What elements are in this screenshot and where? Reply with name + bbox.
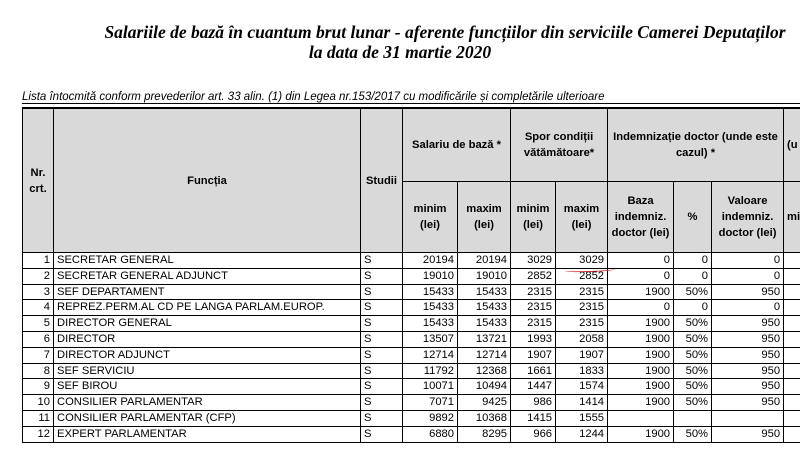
cell-spor-max: 1574 bbox=[556, 379, 608, 395]
cell-salariu-max: 19010 bbox=[458, 268, 511, 284]
cell-extra bbox=[784, 395, 800, 411]
cell-salariu-min: 20194 bbox=[403, 253, 458, 269]
cell-baza: 1900 bbox=[608, 284, 674, 300]
col-spor-min: minim (lei) bbox=[511, 182, 556, 253]
cell-procent: 0 bbox=[674, 253, 712, 269]
cell-baza bbox=[608, 410, 674, 426]
cell-salariu-max: 12714 bbox=[458, 347, 511, 363]
cell-spor-min: 1661 bbox=[511, 363, 556, 379]
cell-studii: S bbox=[361, 363, 403, 379]
cell-valoare: 0 bbox=[712, 253, 784, 269]
cell-spor-min: 1993 bbox=[511, 331, 556, 347]
cell-valoare: 950 bbox=[712, 395, 784, 411]
cell-functia: CONSILIER PARLAMENTAR bbox=[54, 395, 361, 411]
cell-studii: S bbox=[361, 395, 403, 411]
cell-baza: 1900 bbox=[608, 331, 674, 347]
cell-spor-min: 3029 bbox=[511, 253, 556, 269]
cell-studii: S bbox=[361, 379, 403, 395]
cell-studii: S bbox=[361, 331, 403, 347]
col-baza: Baza indemniz. doctor (lei) bbox=[608, 182, 674, 253]
cell-extra bbox=[784, 268, 800, 284]
cell-studii: S bbox=[361, 284, 403, 300]
cell-valoare: 950 bbox=[712, 331, 784, 347]
table-row bbox=[23, 300, 800, 316]
cell-studii: S bbox=[361, 410, 403, 426]
cell-spor-max: 1555 bbox=[556, 410, 608, 426]
cell-procent: 0 bbox=[674, 268, 712, 284]
cell-spor-max: 2315 bbox=[556, 316, 608, 332]
cell-valoare: 950 bbox=[712, 363, 784, 379]
cell-spor-max: 2058 bbox=[556, 331, 608, 347]
cell-procent: 50% bbox=[674, 426, 712, 442]
cell-spor-max: 1414 bbox=[556, 395, 608, 411]
cell-studii: S bbox=[361, 300, 403, 316]
cell-salariu-max: 10368 bbox=[458, 410, 511, 426]
cell-salariu-max: 15433 bbox=[458, 284, 511, 300]
cell-salariu-max: 10494 bbox=[458, 379, 511, 395]
table-row bbox=[23, 379, 800, 395]
table-row bbox=[23, 363, 800, 379]
cell-functia: SECRETAR GENERAL bbox=[54, 253, 361, 269]
cell-nr: 10 bbox=[23, 395, 54, 411]
cell-spor-min: 1415 bbox=[511, 410, 556, 426]
table-row bbox=[23, 410, 800, 426]
cell-salariu-min: 11792 bbox=[403, 363, 458, 379]
col-extra-min: mi bbox=[784, 182, 800, 253]
cell-salariu-min: 15433 bbox=[403, 284, 458, 300]
cell-salariu-min: 15433 bbox=[403, 316, 458, 332]
cell-extra bbox=[784, 363, 800, 379]
cell-functia: DIRECTOR ADJUNCT bbox=[54, 347, 361, 363]
cell-nr: 8 bbox=[23, 363, 54, 379]
cell-extra bbox=[784, 284, 800, 300]
cell-baza: 1900 bbox=[608, 316, 674, 332]
cell-salariu-max: 13721 bbox=[458, 331, 511, 347]
cell-nr: 6 bbox=[23, 331, 54, 347]
col-nr-header: Nr. crt. bbox=[23, 109, 54, 253]
cell-functia: SEF SERVICIU bbox=[54, 363, 361, 379]
cell-salariu-min: 10071 bbox=[403, 379, 458, 395]
cell-nr: 9 bbox=[23, 379, 54, 395]
cell-baza: 1900 bbox=[608, 395, 674, 411]
cell-nr: 12 bbox=[23, 426, 54, 442]
col-indemnizatie-group: Indemnizație doctor (unde este cazul) * bbox=[608, 109, 784, 182]
cell-spor-max: 1907 bbox=[556, 347, 608, 363]
cell-spor-min: 2315 bbox=[511, 284, 556, 300]
cell-spor-min: 1447 bbox=[511, 379, 556, 395]
cell-spor-min: 1907 bbox=[511, 347, 556, 363]
cell-functia: SECRETAR GENERAL ADJUNCT bbox=[54, 268, 361, 284]
cell-procent: 50% bbox=[674, 395, 712, 411]
col-studii-header: Studii bbox=[361, 109, 403, 253]
cell-salariu-min: 6880 bbox=[403, 426, 458, 442]
cell-functia: SEF DEPARTAMENT bbox=[54, 284, 361, 300]
cell-salariu-min: 13507 bbox=[403, 331, 458, 347]
cell-nr: 5 bbox=[23, 316, 54, 332]
cell-functia: EXPERT PARLAMENTAR bbox=[54, 426, 361, 442]
cell-salariu-min: 15433 bbox=[403, 300, 458, 316]
salary-table bbox=[22, 108, 800, 443]
col-procent: % bbox=[674, 182, 712, 253]
divider-top bbox=[22, 103, 800, 104]
cell-functia: DIRECTOR GENERAL bbox=[54, 316, 361, 332]
cell-baza: 1900 bbox=[608, 347, 674, 363]
cell-spor-min: 2852 bbox=[511, 268, 556, 284]
cell-procent: 50% bbox=[674, 347, 712, 363]
cell-studii: S bbox=[361, 316, 403, 332]
cell-functia: CONSILIER PARLAMENTAR (CFP) bbox=[54, 410, 361, 426]
cell-extra bbox=[784, 300, 800, 316]
col-salariu-group: Salariu de bază * bbox=[403, 109, 511, 182]
cell-nr: 7 bbox=[23, 347, 54, 363]
col-extra-group: (u bbox=[784, 109, 800, 182]
cell-procent: 50% bbox=[674, 316, 712, 332]
cell-procent: 50% bbox=[674, 331, 712, 347]
cell-spor-min: 986 bbox=[511, 395, 556, 411]
cell-studii: S bbox=[361, 268, 403, 284]
table-row bbox=[23, 284, 800, 300]
col-sal-max: maxim (lei) bbox=[458, 182, 511, 253]
table-row bbox=[23, 395, 800, 411]
cell-salariu-max: 12368 bbox=[458, 363, 511, 379]
cell-extra bbox=[784, 347, 800, 363]
cell-extra bbox=[784, 253, 800, 269]
cell-spor-max: 2315 bbox=[556, 300, 608, 316]
cell-salariu-min: 9892 bbox=[403, 410, 458, 426]
cell-nr: 3 bbox=[23, 284, 54, 300]
col-functia-header: Funcția bbox=[54, 109, 361, 253]
cell-spor-min: 2315 bbox=[511, 316, 556, 332]
cell-extra bbox=[784, 410, 800, 426]
cell-valoare: 950 bbox=[712, 284, 784, 300]
cell-procent: 0 bbox=[674, 300, 712, 316]
cell-spor-max: 2315 bbox=[556, 284, 608, 300]
cell-valoare: 950 bbox=[712, 316, 784, 332]
cell-studii: S bbox=[361, 253, 403, 269]
cell-salariu-max: 9425 bbox=[458, 395, 511, 411]
cell-baza: 0 bbox=[608, 268, 674, 284]
cell-procent bbox=[674, 410, 712, 426]
cell-procent: 50% bbox=[674, 363, 712, 379]
cell-nr: 2 bbox=[23, 268, 54, 284]
cell-nr: 1 bbox=[23, 253, 54, 269]
table-row bbox=[23, 347, 800, 363]
col-valoare: Valoare indemniz. doctor (lei) bbox=[712, 182, 784, 253]
cell-valoare: 950 bbox=[712, 379, 784, 395]
cell-procent: 50% bbox=[674, 284, 712, 300]
cell-spor-max: 3029 bbox=[556, 253, 608, 269]
cell-studii: S bbox=[361, 347, 403, 363]
cell-studii: S bbox=[361, 426, 403, 442]
cell-extra bbox=[784, 316, 800, 332]
cell-baza: 1900 bbox=[608, 379, 674, 395]
cell-valoare: 950 bbox=[712, 426, 784, 442]
cell-salariu-min: 12714 bbox=[403, 347, 458, 363]
cell-spor-min: 2315 bbox=[511, 300, 556, 316]
col-sal-min: minim (lei) bbox=[403, 182, 458, 253]
table-row bbox=[23, 253, 800, 269]
cell-salariu-max: 20194 bbox=[458, 253, 511, 269]
cell-procent: 50% bbox=[674, 379, 712, 395]
cell-extra bbox=[784, 379, 800, 395]
cell-functia: DIRECTOR bbox=[54, 331, 361, 347]
cell-functia: SEF BIROU bbox=[54, 379, 361, 395]
cell-valoare: 0 bbox=[712, 268, 784, 284]
cell-spor-max: 1244 bbox=[556, 426, 608, 442]
document-title: Salariile de bază în cuantum brut lunar - aferente funcțiilor din serviciile Camerei Deputaților bbox=[104, 22, 786, 42]
cell-salariu-max: 15433 bbox=[458, 316, 511, 332]
col-spor-max: maxim (lei) bbox=[556, 182, 608, 253]
table-row bbox=[23, 268, 800, 284]
cell-baza: 1900 bbox=[608, 426, 674, 442]
table-row bbox=[23, 426, 800, 442]
cell-valoare: 0 bbox=[712, 300, 784, 316]
cell-extra bbox=[784, 331, 800, 347]
table-row bbox=[23, 331, 800, 347]
cell-salariu-max: 15433 bbox=[458, 300, 511, 316]
cell-nr: 4 bbox=[23, 300, 54, 316]
document-date: la data de 31 martie 2020 bbox=[308, 42, 492, 62]
cell-spor-max: 2852 bbox=[556, 268, 608, 284]
table-row bbox=[23, 316, 800, 332]
cell-functia: REPREZ.PERM.AL CD PE LANGA PARLAM.EUROP. bbox=[54, 300, 361, 316]
cell-valoare bbox=[712, 410, 784, 426]
cell-salariu-max: 8295 bbox=[458, 426, 511, 442]
legal-note: Lista întocmită conform prevederilor art. 33 alin. (1) din Legea nr.153/2017 cu modificările și completările ulterioare bbox=[22, 91, 605, 103]
cell-baza: 0 bbox=[608, 253, 674, 269]
cell-spor-min: 966 bbox=[511, 426, 556, 442]
cell-baza: 0 bbox=[608, 300, 674, 316]
cell-spor-max: 1833 bbox=[556, 363, 608, 379]
cell-extra bbox=[784, 426, 800, 442]
cell-nr: 11 bbox=[23, 410, 54, 426]
cell-salariu-min: 19010 bbox=[403, 268, 458, 284]
cell-valoare: 950 bbox=[712, 347, 784, 363]
cell-baza: 1900 bbox=[608, 363, 674, 379]
cell-salariu-min: 7071 bbox=[403, 395, 458, 411]
col-spor-group: Spor condiții vătămătoare* bbox=[511, 109, 608, 182]
